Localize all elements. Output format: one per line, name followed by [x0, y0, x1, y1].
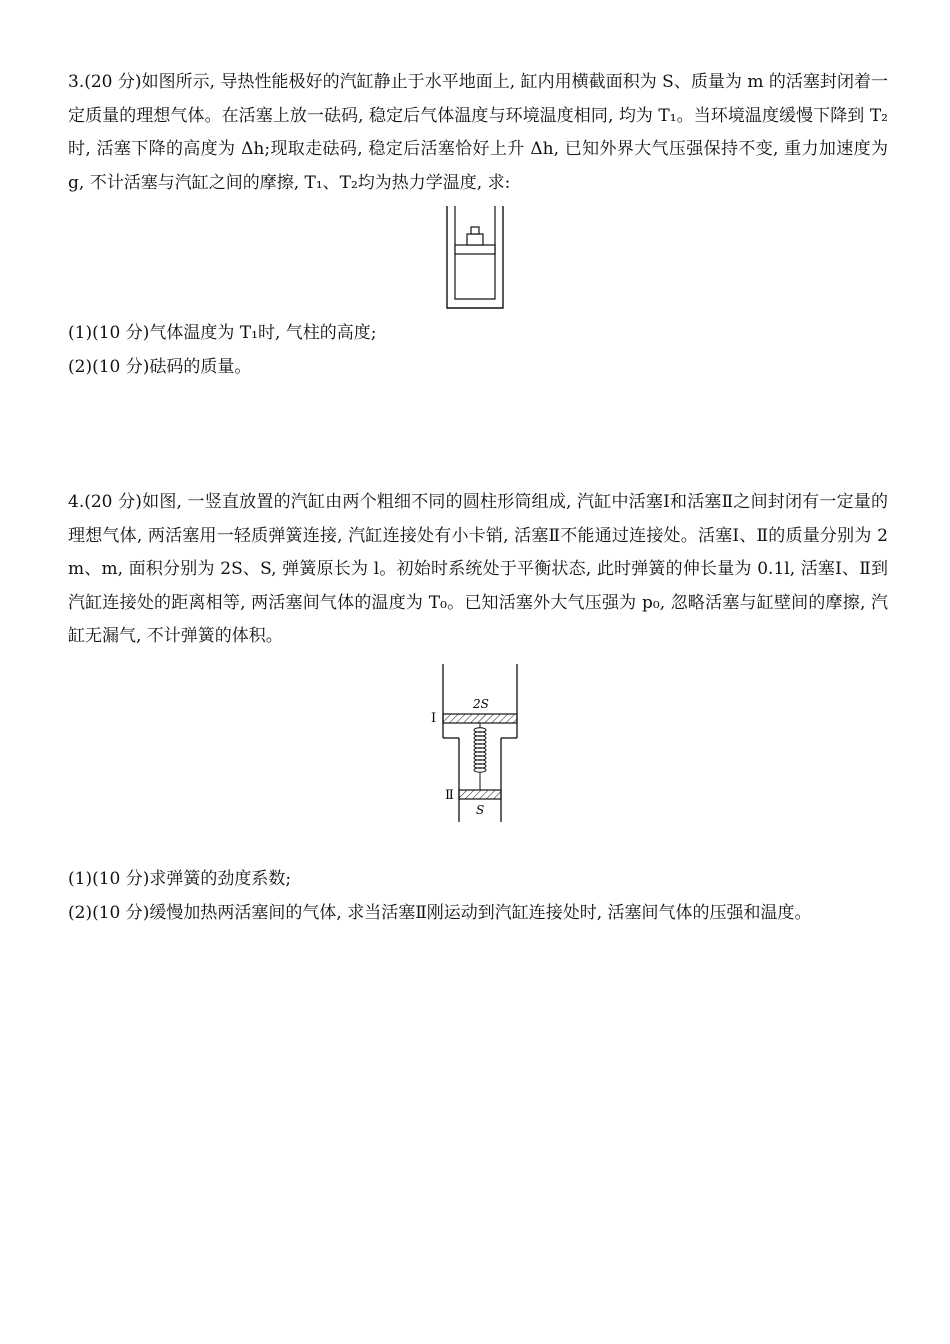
- weight: [467, 234, 483, 245]
- problem4-question1: (1)(10 分)求弹簧的劲度系数;: [68, 869, 292, 889]
- problem3-stem: 3.(20 分)如图所示, 导热性能极好的汽缸静止于水平地面上, 缸内用横截面积为 S、质量为 m 的活塞封闭着一定质量的理想气体。在活塞上放一砝码, 稳定后气体温度与环境温度相同, 均为 T₁。当环境温度缓慢下降到 T₂时, 活塞下降的高度为 Δh;现取走砝码, 稳定后活塞恰好上升 Δh, 已知外界大气压强保持不变, 重力加速度为 g, 不计活塞与汽缸之间的摩擦, T₁、T₂均为热力学温度, 求:: [68, 72, 888, 193]
- label-piston-1: Ⅰ: [431, 711, 437, 726]
- cylinder-figure-4: [425, 662, 535, 827]
- weight-knob: [471, 227, 479, 234]
- problem4-question2: (2)(10 分)缓慢加热两活塞间的气体, 求当活塞Ⅱ刚运动到汽缸连接处时, 活塞间气体的压强和温度。: [68, 903, 812, 923]
- problem3-question1: (1)(10 分)气体温度为 T₁时, 气柱的高度;: [68, 323, 377, 343]
- piston-2: [459, 790, 501, 799]
- problem4-stem: 4.(20 分)如图, 一竖直放置的汽缸由两个粗细不同的圆柱形筒组成, 汽缸中活塞Ⅰ和活塞Ⅱ之间封闭有一定量的理想气体, 两活塞用一轻质弹簧连接, 汽缸连接处有小卡销, 活塞Ⅱ不能通过连接处。活塞Ⅰ、Ⅱ的质量分别为 2m、m, 面积分别为 2S、S, 弹簧原长为 l。初始时系统处于平衡状态, 此时弹簧的伸长量为 0.1l, 活塞Ⅰ、Ⅱ到汽缸连接处的距离相等, 两活塞间气体的温度为 T₀。已知活塞外大气压强为 p₀, 忽略活塞与缸壁间的摩擦, 汽缸无漏气, 不计弹簧的体积。: [68, 492, 888, 646]
- spring: [474, 723, 486, 790]
- label-area-2s: 2S: [473, 697, 489, 711]
- label-area-s: S: [476, 803, 485, 817]
- piston: [455, 245, 495, 254]
- piston-1: [443, 714, 517, 723]
- problem3-question2: (2)(10 分)砝码的质量。: [68, 357, 252, 377]
- cylinder-figure-3: [445, 204, 505, 310]
- label-piston-2: Ⅱ: [445, 788, 454, 803]
